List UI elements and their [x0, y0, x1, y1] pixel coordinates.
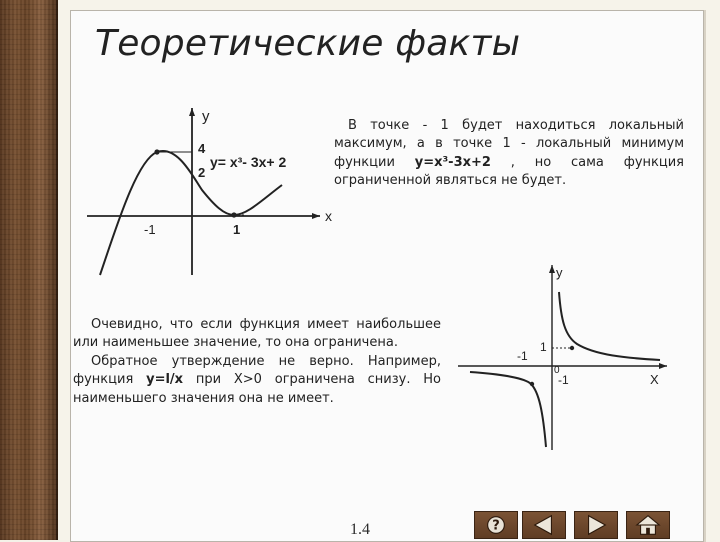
y-axis-label: y	[556, 265, 563, 280]
extrema-text-part1: В точке - 1 будет находиться локальный максимум, а в точке 1 - локальный минимум функции	[334, 118, 684, 170]
tick-label-neg1-y: -1	[558, 373, 569, 387]
right-arrow-icon	[575, 512, 617, 538]
x-axis-arrow	[312, 213, 320, 219]
tick-label-4: 4	[198, 141, 206, 156]
boundedness-paragraph-2: Обратное утверждение не верно. Например, функция y=l/x при X>0 ограничена снизу. Но наименьшего значения она не имеет.	[73, 353, 441, 406]
cubic-function-graph	[82, 105, 342, 280]
local-min-point	[231, 212, 236, 217]
boundedness-paragraph-1: Очевидно, что если функция имеет наибольшее или наименьшее значение, то она ограничена.	[73, 317, 441, 351]
hyperbola-graph	[455, 262, 675, 457]
home-icon	[627, 512, 669, 538]
previous-slide-button[interactable]	[522, 511, 566, 539]
left-arrow-icon	[523, 512, 565, 538]
tick-label-neg1: -1	[144, 222, 156, 237]
point-1-1	[570, 346, 574, 350]
svg-text:?: ?	[492, 518, 500, 534]
next-slide-button[interactable]	[574, 511, 618, 539]
extrema-text-part2: , но сама функция ограниченной являться не будет.	[334, 154, 684, 189]
local-max-point	[154, 149, 159, 154]
tick-label-neg1-x: -1	[517, 349, 528, 363]
y-axis-label: y	[202, 108, 210, 125]
tick-label-0: 0	[554, 365, 560, 376]
y-axis-arrow	[549, 265, 555, 273]
home-button[interactable]	[626, 511, 670, 539]
decorative-side-strip	[0, 0, 58, 540]
page-title: Теоретические факты	[95, 23, 521, 64]
page-number: 1.4	[350, 521, 370, 538]
x-axis-label: X	[650, 372, 659, 387]
point-neg1-neg1	[530, 382, 534, 386]
tick-label-1: 1	[233, 222, 241, 237]
extrema-formula: y=x³-3x+2	[414, 154, 491, 170]
hyperbola-right-branch	[559, 292, 660, 360]
x-axis-label: x	[325, 208, 332, 224]
hyperbola-left-branch	[470, 372, 546, 447]
function-formula: y= x³- 3x+ 2	[210, 154, 287, 170]
x-axis-arrow	[659, 363, 667, 369]
help-button[interactable]	[474, 511, 518, 539]
y-axis-arrow	[189, 108, 195, 116]
tick-label-2: 2	[198, 165, 206, 180]
boundedness-explanation	[73, 316, 441, 408]
tick-label-1: 1	[540, 340, 547, 354]
extrema-explanation	[334, 117, 684, 191]
hyperbola-formula: y=l/x	[146, 372, 184, 388]
question-icon	[475, 512, 517, 538]
